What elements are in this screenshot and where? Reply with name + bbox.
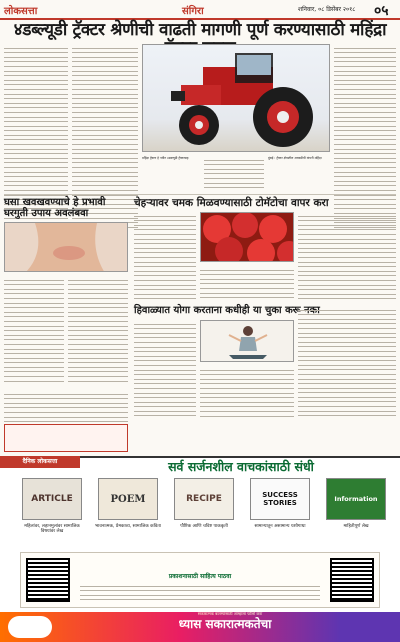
- promo-tile-recipe[interactable]: [174, 478, 234, 520]
- footer-slogan: ध्यास सकारात्मकतेचा: [178, 617, 272, 631]
- promo-contact-lines: [80, 582, 320, 604]
- yoga-illustration: [201, 321, 294, 362]
- tile-label-article: महिलांवर, लहानमुलांवर सामाजिक विषयांवर लेख: [24, 524, 80, 535]
- qr-code-left[interactable]: [26, 558, 70, 602]
- page-number: ०५: [374, 3, 389, 19]
- throat-story-column-2: [68, 276, 128, 386]
- tomato-story-column-3: [298, 212, 396, 302]
- tomato-story-column-1: [134, 212, 196, 302]
- tile-label-poem: भावनात्मक, प्रेमकाव्य, सामाजिक कविता: [95, 524, 161, 529]
- tile-recipe-text: RECIPE: [186, 494, 222, 504]
- photo-caption-right: मुंबई : ट्रॅक्टर क्षेत्रातील आघाडीची कंपनी महिंद्रा: [268, 156, 322, 160]
- tile-label-information: माहितीपूर्ण लेख: [343, 524, 369, 529]
- tile-article-text: ARTICLE: [31, 494, 73, 504]
- yoga-story-column-3: [298, 306, 396, 420]
- throat-story-column-1: [4, 276, 64, 386]
- section-divider: [4, 194, 396, 195]
- tomatoes-illustration: [201, 213, 294, 262]
- tile-success-text: SUCCESS STORIES: [262, 491, 298, 507]
- promo-tag: दैनिक लोकसत्ता: [0, 456, 80, 468]
- promo-tile-poem[interactable]: [98, 478, 158, 520]
- throat-photo: [4, 222, 128, 272]
- footer-logo: [8, 616, 52, 638]
- tomato-story-column-2: [200, 266, 294, 302]
- promo-tile-success[interactable]: [250, 478, 310, 520]
- photo-caption-left: महिंद्रा ट्रॅक्टर हे नवीन ४डब्ल्यूडी ट्रॅक्टरसह: [142, 156, 189, 160]
- issue-date: शनिवार, ०८ डिसेंबर २०१८: [298, 6, 356, 13]
- promo-tile-information[interactable]: [326, 478, 386, 520]
- tomato-photo: [200, 212, 294, 262]
- tile-label-recipe: पौष्टिक आणि चविष्ट पाककृती: [180, 524, 228, 529]
- yoga-photo: [200, 320, 294, 362]
- promo-tile-article[interactable]: [22, 478, 82, 520]
- tractor-photo: [142, 44, 330, 152]
- section-name: संगिरा: [182, 6, 204, 17]
- qr-code-right[interactable]: [330, 558, 374, 602]
- yoga-story-headline: हिवाळ्यात योगा करताना कधीही या चुका करू नका: [134, 305, 320, 316]
- tile-label-success: सामान्यातून असामान्य यशोगाथा: [254, 524, 306, 529]
- throat-story-headline: घसा खवखवण्याचे हे प्रभावी घरगुती उपाय अवलंबवा: [4, 197, 106, 219]
- promo-contact-text: प्रकाशनासाठी साहित्य पाठवा: [168, 573, 232, 580]
- yoga-story-column-1: [134, 320, 196, 420]
- tile-poem-text: POEM: [110, 493, 146, 505]
- tomato-story-headline: चेहऱ्यावर चमक मिळवण्यासाठी टोमॅटोचा वापर करा: [134, 197, 329, 209]
- footer-small-text: सकारात्मक बातम्यांसाठी आम्हाला फॉलो करा: [197, 611, 263, 616]
- tractor-illustration: [143, 45, 330, 152]
- neck-illustration: [5, 223, 128, 272]
- yoga-story-column-2: [200, 366, 294, 420]
- main-headline: ४डब्ल्यूडी ट्रॅक्टर श्रेणीची वाढती मागणी पूर्ण करण्यासाठी महिंद्रा: [13, 20, 387, 40]
- classified-box: [4, 424, 128, 452]
- tile-information-text: Information: [334, 495, 378, 503]
- main-story-column-3a: [204, 156, 264, 192]
- newspaper-brand: लोकसत्ता: [4, 6, 38, 17]
- promo-title: सर्व सर्जनशील वाचकांसाठी संधी: [168, 459, 314, 474]
